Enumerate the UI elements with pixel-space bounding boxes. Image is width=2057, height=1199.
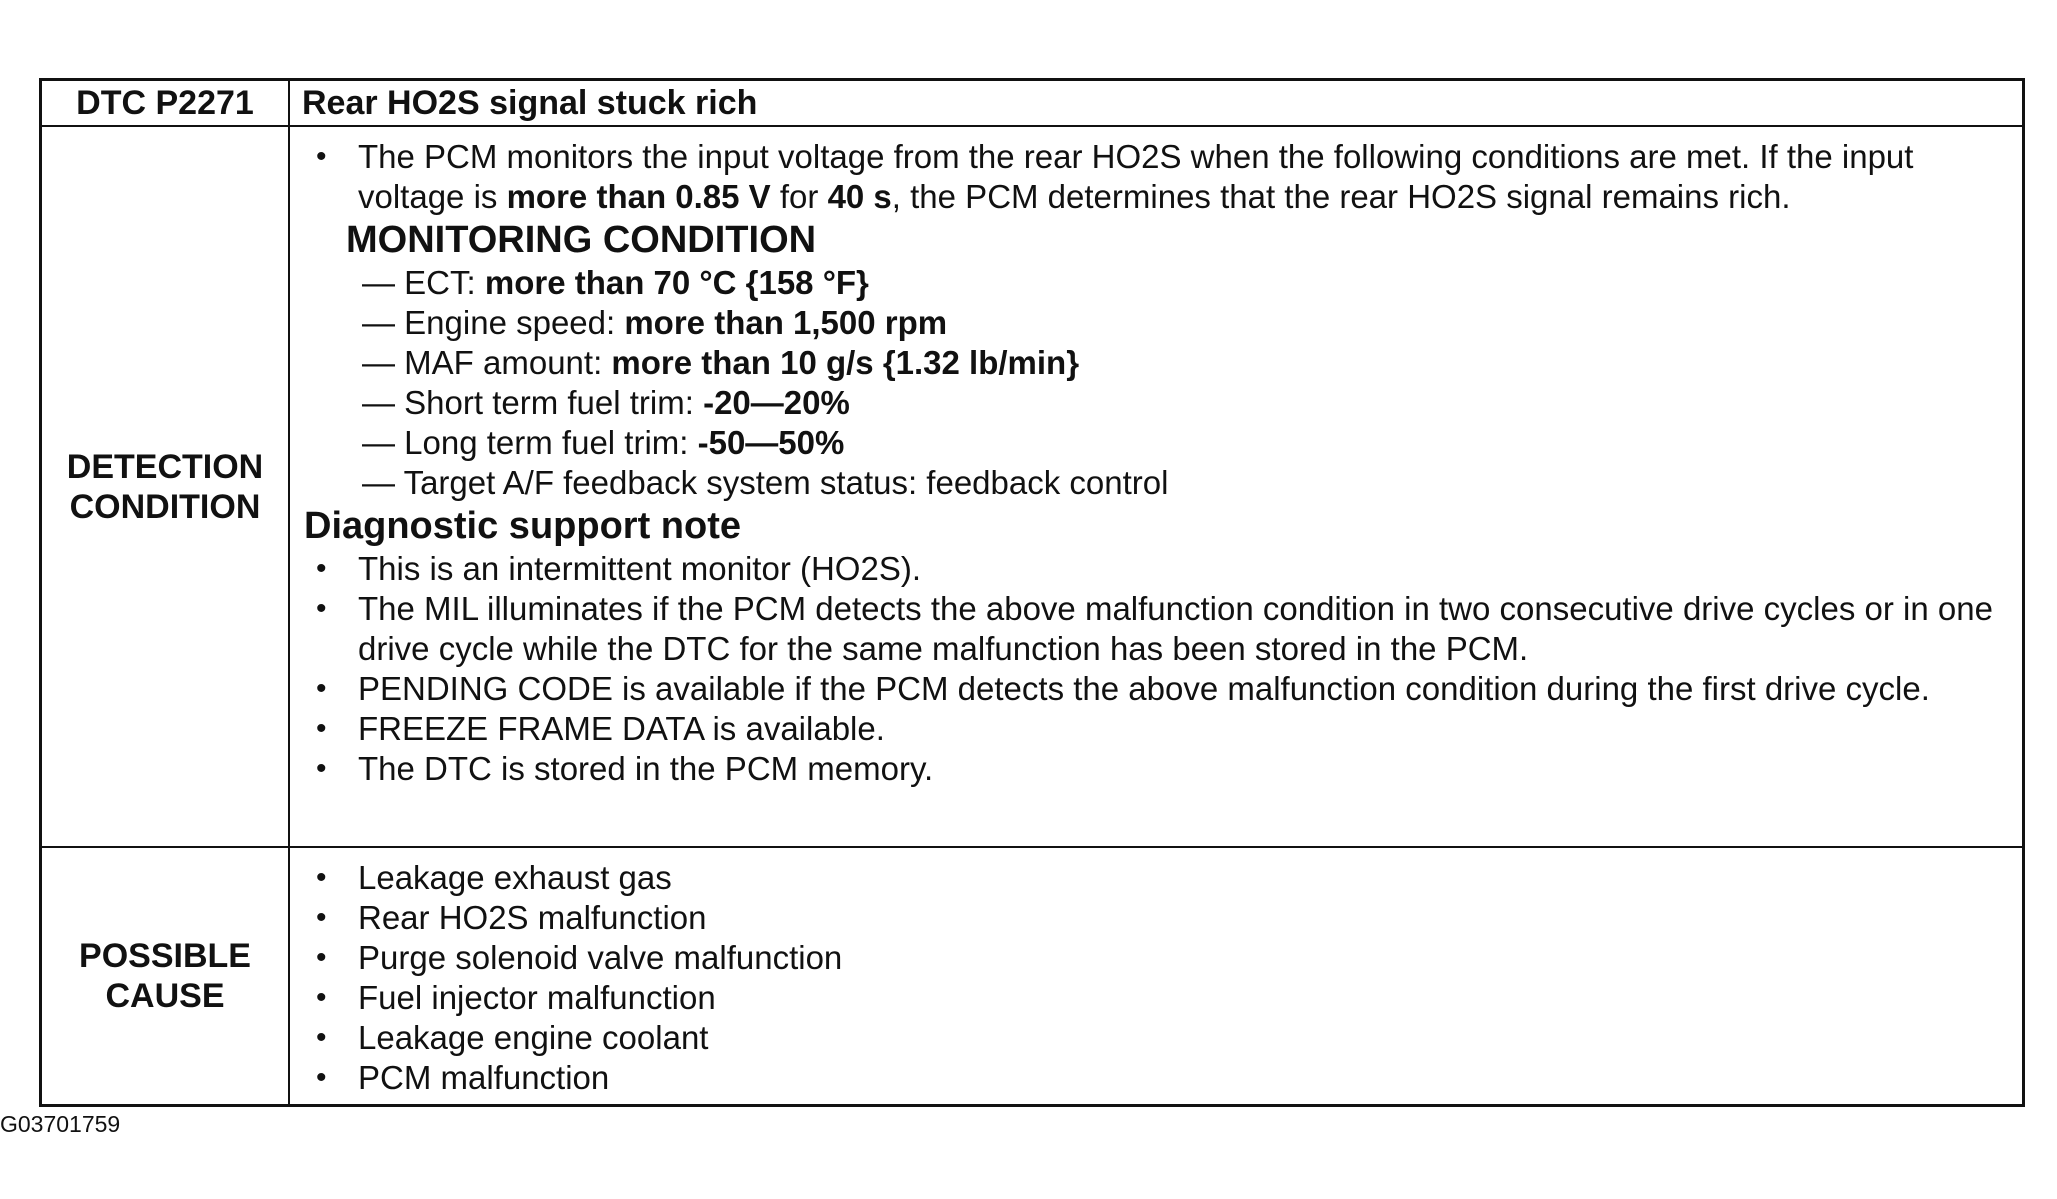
monitoring-condition-heading: MONITORING CONDITION (346, 219, 817, 261)
detection-condition-content (289, 126, 2024, 847)
list-item: • Leakage engine coolant (304, 1018, 2010, 1058)
possible-cause-label: POSSIBLE CAUSE (41, 847, 290, 1106)
diagnostic-notes-list (304, 549, 2010, 789)
possible-cause-content (289, 847, 2024, 1106)
list-item: • This is an intermittent monitor (HO2S). (304, 549, 2010, 589)
list-item: • Leakage exhaust gas (304, 858, 2010, 898)
monitoring-condition-list (304, 263, 2010, 503)
possible-cause-row (41, 847, 2024, 1106)
dtc-code-cell: DTC P2271 (41, 80, 290, 127)
condition-engine-speed: — Engine speed: more than 1,500 rpm (362, 304, 948, 341)
dtc-table (39, 78, 2025, 1107)
table-header-row (41, 80, 2024, 127)
intro-paragraph: • The PCM monitors the input voltage from the rear HO2S when the following conditions are met. If the input voltage is more than 0.85 V for 40 s, the PCM determines that the rear HO2S signal remains rich. (304, 137, 2010, 217)
condition-long-term-fuel-trim: — Long term fuel trim: -50—50% (362, 424, 845, 461)
figure-id: G03701759 (0, 1111, 121, 1137)
diagnostic-support-note-heading: Diagnostic support note (304, 505, 741, 547)
list-item: • PCM malfunction (304, 1058, 2010, 1098)
condition-ect: — ECT: more than 70 °C {158 °F} (362, 264, 869, 301)
possible-cause-list (304, 858, 2010, 1098)
list-item: • Fuel injector malfunction (304, 978, 2010, 1018)
condition-short-term-fuel-trim: — Short term fuel trim: -20—20% (362, 384, 850, 421)
list-item: • Rear HO2S malfunction (304, 898, 2010, 938)
dtc-title-cell: Rear HO2S signal stuck rich (289, 80, 2024, 127)
intro-list (304, 137, 2010, 217)
condition-target-af-feedback: — Target A/F feedback system status: feedback control (362, 464, 1169, 501)
list-item: • PENDING CODE is available if the PCM detects the above malfunction condition during the first drive cycle. (304, 669, 2010, 709)
detection-condition-label: DETECTION CONDITION (41, 126, 290, 847)
list-item: • The MIL illuminates if the PCM detects the above malfunction condition in two consecutive drive cycles or in one drive cycle while the DTC for the same malfunction has been stored in the PCM. (304, 589, 2010, 669)
condition-maf-amount: — MAF amount: more than 10 g/s {1.32 lb/min} (362, 344, 1080, 381)
list-item: • FREEZE FRAME DATA is available. (304, 709, 2010, 749)
list-item: • Purge solenoid valve malfunction (304, 938, 2010, 978)
list-item: • The DTC is stored in the PCM memory. (304, 749, 2010, 789)
detection-condition-row (41, 126, 2024, 847)
